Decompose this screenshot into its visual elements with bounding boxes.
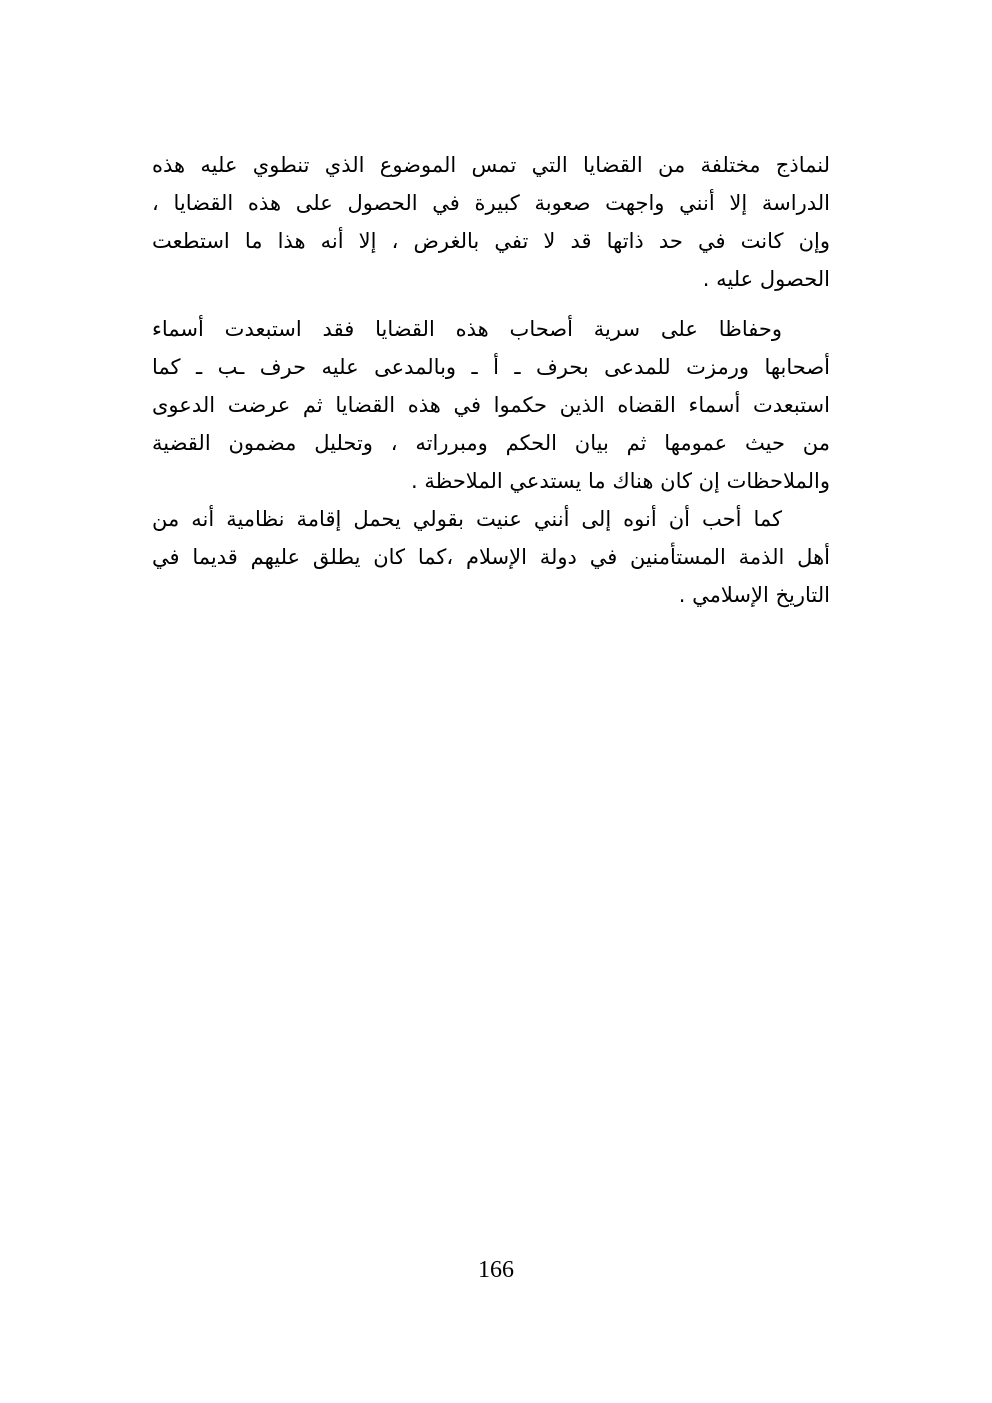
text-line: والملاحظات إن كان هناك ما يستدعي الملاحظة . xyxy=(410,469,830,493)
text-line: وإن كانت في حد ذاتها قد لا تفي بالغرض ، إلا أنه هذا ما استطعت xyxy=(152,229,830,253)
text-line: أهل الذمة المستأمنين في دولة الإسلام ،كما كان يطلق عليهم قديما في xyxy=(152,545,830,569)
text-line: من حيث عمومها ثم بيان الحكم ومبرراته ، وتحليل مضمون القضية xyxy=(152,431,830,455)
text-line: لنماذج مختلفة من القضايا التي تمس الموضوع الذي تنطوي عليه هذه xyxy=(152,153,830,177)
text-line: وحفاظا على سرية أصحاب هذه القضايا فقد استبعدت أسماء xyxy=(152,317,782,341)
paragraph-2 xyxy=(152,310,830,500)
text-line: أصحابها ورمزت للمدعى بحرف ـ أ ـ وبالمدعى عليه حرف ـب ـ كما xyxy=(152,355,830,379)
text-line: الدراسة إلا أنني واجهت صعوبة كبيرة في الحصول على هذه القضايا ، xyxy=(152,191,830,215)
paragraph-3 xyxy=(152,500,830,614)
text-line: كما أحب أن أنوه إلى أنني عنيت بقولي يحمل إقامة نظامية أنه من xyxy=(152,507,782,531)
body-text xyxy=(152,146,830,614)
text-line: التاريخ الإسلامي . xyxy=(678,583,830,607)
paragraph-1 xyxy=(152,146,830,298)
text-line: استبعدت أسماء القضاه الذين حكموا في هذه القضايا ثم عرضت الدعوى xyxy=(152,393,830,417)
text-line: الحصول عليه . xyxy=(702,267,830,291)
page-number: 166 xyxy=(478,1257,514,1283)
